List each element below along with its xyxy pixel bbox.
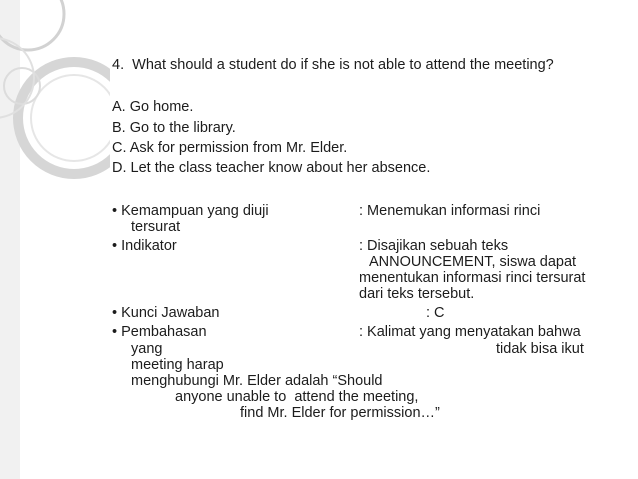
- option-d: D. Let the class teacher know about her absence.: [112, 160, 431, 176]
- kemampuan-label: • Kemampuan yang diuji: [112, 203, 269, 219]
- option-c: C. Ask for permission from Mr. Elder.: [112, 140, 348, 156]
- indikator-value-2: ANNOUNCEMENT, siswa dapat: [369, 254, 577, 270]
- kemampuan-value: : Menemukan informasi rinci: [359, 203, 541, 219]
- pembahasan-line-4: menghubungi Mr. Elder adalah “Should: [131, 373, 383, 389]
- indikator-label: • Indikator: [112, 238, 177, 254]
- kemampuan-label-cont: tersurat: [131, 219, 181, 235]
- indikator-value-3: menentukan informasi rinci tersurat: [359, 270, 586, 286]
- option-b: B. Go to the library.: [112, 120, 236, 136]
- pembahasan-line-3: meeting harap: [131, 357, 224, 373]
- pembahasan-value: : Kalimat yang menyatakan bahwa: [359, 324, 581, 340]
- pembahasan-label: • Pembahasan: [112, 324, 207, 340]
- pembahasan-line-6: find Mr. Elder for permission…”: [240, 405, 440, 421]
- indikator-value-4: dari teks tersebut.: [359, 286, 475, 302]
- pembahasan-line-5: anyone unable to attend the meeting,: [175, 389, 419, 405]
- kunci-label: • Kunci Jawaban: [112, 305, 220, 321]
- question-text: 4. What should a student do if she is not able to attend the meeting?: [112, 57, 554, 73]
- decorative-circles: [0, 0, 110, 479]
- pembahasan-line-1: yang: [131, 341, 163, 357]
- pembahasan-line-2: tidak bisa ikut: [496, 341, 584, 357]
- option-a: A. Go home.: [112, 99, 194, 115]
- decor-circle-inner: [31, 75, 110, 161]
- kunci-value: : C: [426, 305, 445, 321]
- indikator-value-1: : Disajikan sebuah teks: [359, 238, 509, 254]
